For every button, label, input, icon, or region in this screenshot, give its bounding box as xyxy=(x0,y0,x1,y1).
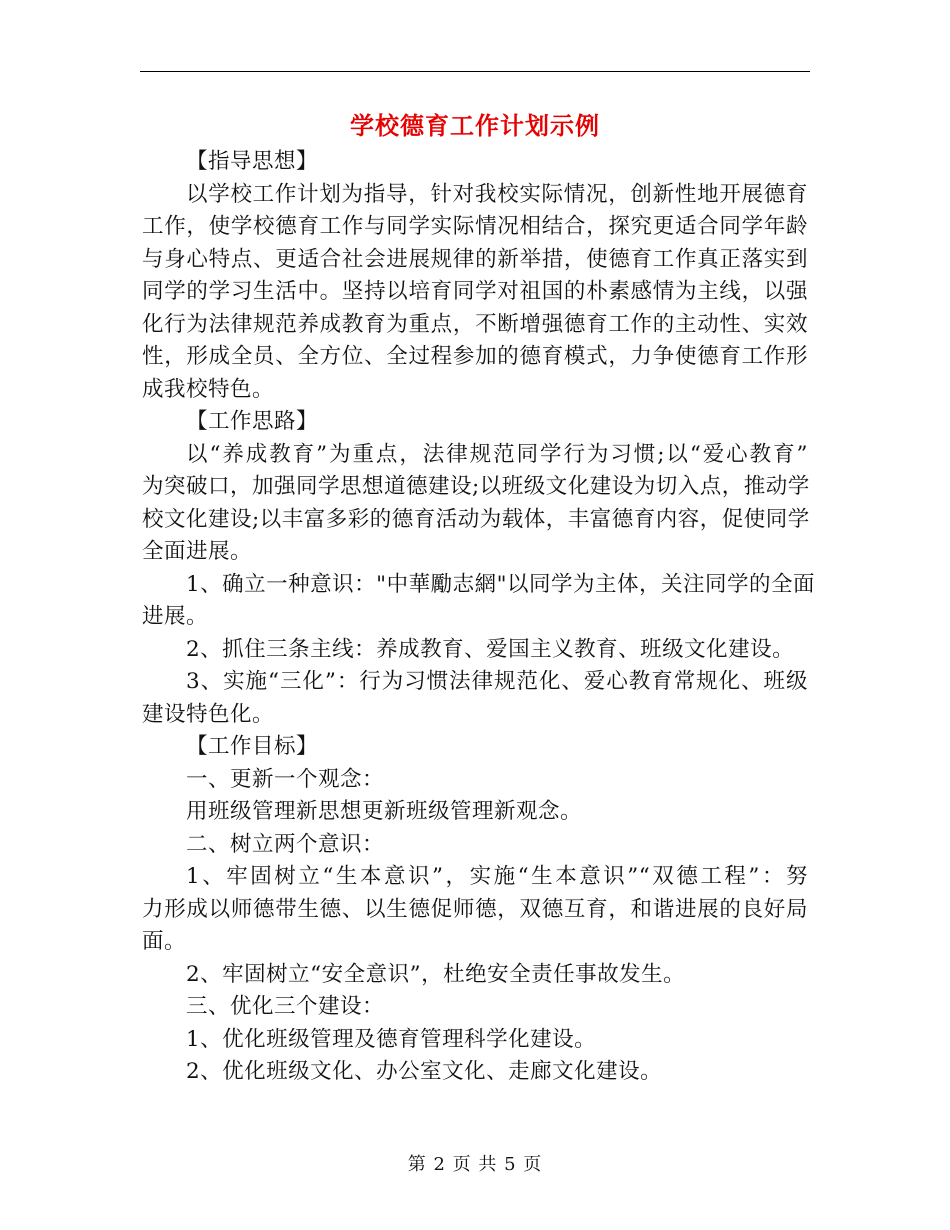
text-line: 2、牢固树立“安全意识”，杜绝安全责任事故发生。 xyxy=(186,961,686,987)
text-line: 性，形成全员、全方位、全过程参加的德育模式，力争使德育工作形 xyxy=(142,344,808,369)
text-line: 【指导思想】 xyxy=(186,149,319,174)
text-line: 进展。 xyxy=(142,604,209,629)
text-line: 1、优化班级管理及德育管理科学化建设。 xyxy=(186,1026,597,1052)
text-line: 成我校特色。 xyxy=(142,376,275,402)
text-line: 面。 xyxy=(142,929,187,954)
text-line: 用班级管理新思想更新班级管理新观念。 xyxy=(186,799,583,824)
text-line: 全面进展。 xyxy=(142,539,253,564)
text-line: 2、抓住三条主线：养成教育、爱国主义教育、班级文化建设。 xyxy=(186,636,795,662)
document-title: 学校德育工作计划示例 xyxy=(350,111,600,140)
text-line: 【工作目标】 xyxy=(186,734,319,759)
document-body xyxy=(142,146,815,1089)
text-line: 力形成以师德带生德、以生德促师德，双德互育，和谐进展的良好局 xyxy=(142,896,808,922)
text-line: 3、实施“三化”：行为习惯法律规范化、爱心教育常规化、班级 xyxy=(186,669,808,694)
text-line: 1、确立一种意识："中華勵志網"以同学为主体，关注同学的全面 xyxy=(186,571,815,597)
text-line: 以“养成教育”为重点，法律规范同学行为习惯;以“爱心教育” xyxy=(186,441,808,467)
text-line: 2、优化班级文化、办公室文化、走廊文化建设。 xyxy=(186,1059,663,1084)
text-line: 同学的学习生活中。坚持以培育同学对祖国的朴素感情为主线，以强 xyxy=(142,279,808,304)
page-number-footer: 第 2 页 共 5 页 xyxy=(407,1154,543,1175)
text-line: 二、树立两个意识： xyxy=(186,831,385,857)
text-line: 一、更新一个观念： xyxy=(186,766,385,792)
header-rule xyxy=(140,71,810,72)
text-line: 【工作思路】 xyxy=(186,409,319,434)
text-line: 三、优化三个建设： xyxy=(186,994,385,1019)
text-line: 化行为法律规范养成教育为重点，不断增强德育工作的主动性、实效 xyxy=(142,311,808,337)
text-line: 与身心特点、更适合社会进展规律的新举措，使德育工作真正落实到 xyxy=(142,246,808,272)
text-line: 校文化建设;以丰富多彩的德育活动为载体，丰富德育内容，促使同学 xyxy=(142,506,810,532)
text-line: 为突破口，加强同学思想道德建设;以班级文化建设为切入点，推动学 xyxy=(142,474,810,499)
text-line: 以学校工作计划为指导，针对我校实际情况，创新性地开展德育 xyxy=(186,181,808,207)
text-line: 建设特色化。 xyxy=(142,701,275,727)
text-line: 工作，使学校德育工作与同学实际情况相结合，探究更适合同学年龄 xyxy=(142,214,808,239)
text-line: 1、牢固树立“生本意识”，实施“生本意识”“双德工程”：努 xyxy=(186,864,808,889)
